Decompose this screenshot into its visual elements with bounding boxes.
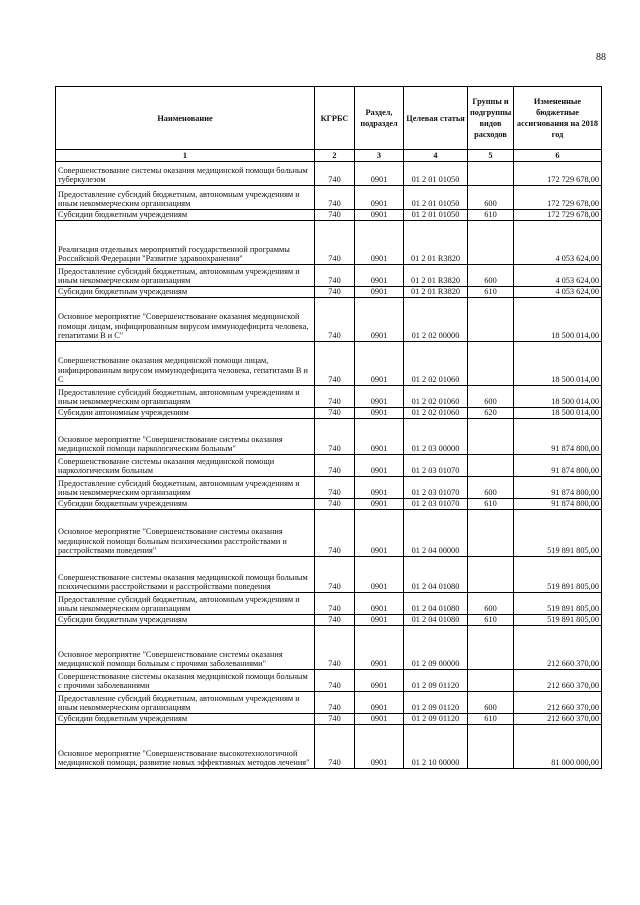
row-name: Предоставление субсидий бюджетным, автономным учреждениям и иным некоммерческим организациям bbox=[56, 386, 315, 408]
table-row bbox=[56, 510, 602, 557]
column-number: 1 bbox=[56, 150, 315, 162]
row-amount: 18 500 014,00 bbox=[514, 386, 602, 408]
row-target-article: 01 2 03 01070 bbox=[404, 499, 468, 510]
row-expense-group: 620 bbox=[468, 408, 514, 419]
row-amount: 18 500 014,00 bbox=[514, 298, 602, 342]
row-name: Совершенствование системы оказания медицинской помощи больным психическими расстройствами и расстройствами поведения bbox=[56, 557, 315, 593]
row-name: Субсидии бюджетным учреждениям bbox=[56, 714, 315, 725]
row-section: 0901 bbox=[355, 557, 404, 593]
row-target-article: 01 2 02 01060 bbox=[404, 408, 468, 419]
column-header-group: Группы и подгруппы видов расходов bbox=[468, 87, 514, 150]
row-section: 0901 bbox=[355, 692, 404, 714]
table-row bbox=[56, 386, 602, 408]
row-target-article: 01 2 09 01120 bbox=[404, 670, 468, 692]
table-row bbox=[56, 477, 602, 499]
row-name: Предоставление субсидий бюджетным, автономным учреждениям и иным некоммерческим организациям bbox=[56, 692, 315, 714]
row-expense-group bbox=[468, 342, 514, 386]
row-kgrbs: 740 bbox=[315, 210, 355, 221]
row-expense-group bbox=[468, 725, 514, 769]
row-expense-group bbox=[468, 455, 514, 477]
row-target-article: 01 2 03 00000 bbox=[404, 419, 468, 455]
row-expense-group: 610 bbox=[468, 499, 514, 510]
row-kgrbs: 740 bbox=[315, 419, 355, 455]
row-expense-group bbox=[468, 162, 514, 186]
column-number: 2 bbox=[315, 150, 355, 162]
row-name: Субсидии автономным учреждениям bbox=[56, 408, 315, 419]
row-target-article: 01 2 04 01080 bbox=[404, 615, 468, 626]
row-target-article: 01 2 01 R3820 bbox=[404, 287, 468, 298]
row-section: 0901 bbox=[355, 593, 404, 615]
row-target-article: 01 2 02 01060 bbox=[404, 342, 468, 386]
row-expense-group bbox=[468, 626, 514, 670]
table-row bbox=[56, 499, 602, 510]
row-expense-group: 610 bbox=[468, 615, 514, 626]
column-header-section: Раздел, подраздел bbox=[355, 87, 404, 150]
row-expense-group bbox=[468, 419, 514, 455]
row-name: Основное мероприятие "Совершенствование высокотехнологичной медицинской помощи, развитие новых эффективных методов лечения" bbox=[56, 725, 315, 769]
column-header-amount: Измененные бюджетные ассигнования на 2018 год bbox=[514, 87, 602, 150]
row-section: 0901 bbox=[355, 298, 404, 342]
table-row bbox=[56, 419, 602, 455]
row-section: 0901 bbox=[355, 725, 404, 769]
row-section: 0901 bbox=[355, 265, 404, 287]
row-amount: 519 891 805,00 bbox=[514, 557, 602, 593]
table-row bbox=[56, 162, 602, 186]
row-amount: 91 874 800,00 bbox=[514, 477, 602, 499]
row-name: Реализация отдельных мероприятий государственной программы Российской Федерации "Развитие здравоохранения" bbox=[56, 221, 315, 265]
table-row bbox=[56, 287, 602, 298]
row-kgrbs: 740 bbox=[315, 298, 355, 342]
row-amount: 18 500 014,00 bbox=[514, 342, 602, 386]
row-expense-group: 600 bbox=[468, 593, 514, 615]
row-expense-group bbox=[468, 298, 514, 342]
row-amount: 172 729 678,00 bbox=[514, 186, 602, 210]
row-name: Основное мероприятие "Совершенствование системы оказания медицинской помощи наркологическим больным" bbox=[56, 419, 315, 455]
row-section: 0901 bbox=[355, 221, 404, 265]
row-amount: 4 053 624,00 bbox=[514, 221, 602, 265]
row-name: Совершенствование системы оказания медицинской помощи больным туберкулезом bbox=[56, 162, 315, 186]
row-kgrbs: 740 bbox=[315, 186, 355, 210]
row-kgrbs: 740 bbox=[315, 670, 355, 692]
row-name: Субсидии бюджетным учреждениям bbox=[56, 210, 315, 221]
table-row bbox=[56, 670, 602, 692]
table-row bbox=[56, 557, 602, 593]
row-amount: 212 660 370,00 bbox=[514, 626, 602, 670]
table-row bbox=[56, 408, 602, 419]
row-expense-group bbox=[468, 510, 514, 557]
row-section: 0901 bbox=[355, 386, 404, 408]
row-amount: 4 053 624,00 bbox=[514, 287, 602, 298]
row-kgrbs: 740 bbox=[315, 408, 355, 419]
table-row bbox=[56, 455, 602, 477]
table-row bbox=[56, 692, 602, 714]
column-header-name: Наименование bbox=[56, 87, 315, 150]
row-expense-group: 600 bbox=[468, 265, 514, 287]
row-amount: 172 729 678,00 bbox=[514, 162, 602, 186]
row-section: 0901 bbox=[355, 342, 404, 386]
column-number: 3 bbox=[355, 150, 404, 162]
row-section: 0901 bbox=[355, 477, 404, 499]
row-amount: 81 000 000,00 bbox=[514, 725, 602, 769]
row-target-article: 01 2 04 00000 bbox=[404, 510, 468, 557]
row-section: 0901 bbox=[355, 510, 404, 557]
row-kgrbs: 740 bbox=[315, 342, 355, 386]
row-amount: 519 891 805,00 bbox=[514, 615, 602, 626]
table-row bbox=[56, 210, 602, 221]
row-expense-group bbox=[468, 221, 514, 265]
column-number: 5 bbox=[468, 150, 514, 162]
table-row bbox=[56, 615, 602, 626]
row-expense-group: 610 bbox=[468, 287, 514, 298]
row-kgrbs: 740 bbox=[315, 287, 355, 298]
row-expense-group: 600 bbox=[468, 186, 514, 210]
table-body bbox=[56, 162, 602, 769]
row-kgrbs: 740 bbox=[315, 162, 355, 186]
row-expense-group: 610 bbox=[468, 714, 514, 725]
row-target-article: 01 2 01 01050 bbox=[404, 210, 468, 221]
row-target-article: 01 2 03 01070 bbox=[404, 477, 468, 499]
row-amount: 519 891 805,00 bbox=[514, 593, 602, 615]
row-target-article: 01 2 09 01120 bbox=[404, 714, 468, 725]
row-kgrbs: 740 bbox=[315, 499, 355, 510]
table-row bbox=[56, 342, 602, 386]
row-section: 0901 bbox=[355, 499, 404, 510]
row-name: Субсидии бюджетным учреждениям bbox=[56, 287, 315, 298]
row-name: Основное мероприятие "Совершенствование системы оказания медицинской помощи больным психическими расстройствами и расстройствами поведения" bbox=[56, 510, 315, 557]
row-kgrbs: 740 bbox=[315, 557, 355, 593]
row-section: 0901 bbox=[355, 419, 404, 455]
row-name: Основное мероприятие "Совершенствование системы оказания медицинской помощи больным с прочими заболеваниями" bbox=[56, 626, 315, 670]
row-kgrbs: 740 bbox=[315, 510, 355, 557]
row-kgrbs: 740 bbox=[315, 386, 355, 408]
row-target-article: 01 2 01 R3820 bbox=[404, 221, 468, 265]
row-name: Предоставление субсидий бюджетным, автономным учреждениям и иным некоммерческим организациям bbox=[56, 593, 315, 615]
row-amount: 91 874 800,00 bbox=[514, 419, 602, 455]
row-expense-group: 610 bbox=[468, 210, 514, 221]
row-amount: 212 660 370,00 bbox=[514, 714, 602, 725]
row-section: 0901 bbox=[355, 287, 404, 298]
table-row bbox=[56, 186, 602, 210]
table-row bbox=[56, 725, 602, 769]
row-name: Основное мероприятие "Совершенствование оказания медицинской помощи лицам, инфицированным вирусом иммунодефицита человека, гепатитами В и С" bbox=[56, 298, 315, 342]
row-section: 0901 bbox=[355, 162, 404, 186]
row-target-article: 01 2 01 01050 bbox=[404, 186, 468, 210]
row-section: 0901 bbox=[355, 408, 404, 419]
row-amount: 172 729 678,00 bbox=[514, 210, 602, 221]
row-expense-group bbox=[468, 557, 514, 593]
row-section: 0901 bbox=[355, 186, 404, 210]
row-section: 0901 bbox=[355, 626, 404, 670]
page-number: 88 bbox=[596, 52, 606, 63]
row-amount: 519 891 805,00 bbox=[514, 510, 602, 557]
row-name: Предоставление субсидий бюджетным, автономным учреждениям и иным некоммерческим организациям bbox=[56, 477, 315, 499]
column-number: 4 bbox=[404, 150, 468, 162]
row-amount: 18 500 014,00 bbox=[514, 408, 602, 419]
row-amount: 212 660 370,00 bbox=[514, 692, 602, 714]
table-row bbox=[56, 626, 602, 670]
row-section: 0901 bbox=[355, 714, 404, 725]
row-expense-group: 600 bbox=[468, 477, 514, 499]
table-row bbox=[56, 221, 602, 265]
table-row bbox=[56, 298, 602, 342]
table-row bbox=[56, 265, 602, 287]
row-name: Предоставление субсидий бюджетным, автономным учреждениям и иным некоммерческим организациям bbox=[56, 186, 315, 210]
table-row bbox=[56, 593, 602, 615]
row-amount: 91 874 800,00 bbox=[514, 455, 602, 477]
row-target-article: 01 2 03 01070 bbox=[404, 455, 468, 477]
row-kgrbs: 740 bbox=[315, 615, 355, 626]
row-expense-group bbox=[468, 670, 514, 692]
row-target-article: 01 2 09 00000 bbox=[404, 626, 468, 670]
row-section: 0901 bbox=[355, 670, 404, 692]
row-kgrbs: 740 bbox=[315, 714, 355, 725]
row-name: Субсидии бюджетным учреждениям bbox=[56, 615, 315, 626]
column-number-row bbox=[56, 150, 602, 162]
row-name: Совершенствование системы оказания медицинской помощи наркологическим больным bbox=[56, 455, 315, 477]
table-row bbox=[56, 714, 602, 725]
row-target-article: 01 2 10 00000 bbox=[404, 725, 468, 769]
row-target-article: 01 2 01 R3820 bbox=[404, 265, 468, 287]
row-kgrbs: 740 bbox=[315, 477, 355, 499]
row-expense-group: 600 bbox=[468, 386, 514, 408]
row-target-article: 01 2 04 01080 bbox=[404, 593, 468, 615]
row-name: Субсидии бюджетным учреждениям bbox=[56, 499, 315, 510]
row-section: 0901 bbox=[355, 615, 404, 626]
row-target-article: 01 2 09 01120 bbox=[404, 692, 468, 714]
row-target-article: 01 2 01 01050 bbox=[404, 162, 468, 186]
table-header-row bbox=[56, 87, 602, 150]
row-name: Предоставление субсидий бюджетным, автономным учреждениям и иным некоммерческим организациям bbox=[56, 265, 315, 287]
row-expense-group: 600 bbox=[468, 692, 514, 714]
row-target-article: 01 2 04 01080 bbox=[404, 557, 468, 593]
row-amount: 4 053 624,00 bbox=[514, 265, 602, 287]
row-kgrbs: 740 bbox=[315, 455, 355, 477]
column-header-kgrbs: КГРБС bbox=[315, 87, 355, 150]
row-amount: 212 660 370,00 bbox=[514, 670, 602, 692]
column-header-target: Целевая статья bbox=[404, 87, 468, 150]
row-kgrbs: 740 bbox=[315, 265, 355, 287]
column-number: 6 bbox=[514, 150, 602, 162]
row-amount: 91 874 800,00 bbox=[514, 499, 602, 510]
row-kgrbs: 740 bbox=[315, 626, 355, 670]
row-kgrbs: 740 bbox=[315, 725, 355, 769]
row-section: 0901 bbox=[355, 210, 404, 221]
row-kgrbs: 740 bbox=[315, 221, 355, 265]
row-target-article: 01 2 02 01060 bbox=[404, 386, 468, 408]
budget-table bbox=[55, 86, 602, 769]
row-kgrbs: 740 bbox=[315, 593, 355, 615]
row-target-article: 01 2 02 00000 bbox=[404, 298, 468, 342]
row-section: 0901 bbox=[355, 455, 404, 477]
row-name: Совершенствование системы оказания медицинской помощи больным с прочими заболеваниями bbox=[56, 670, 315, 692]
row-kgrbs: 740 bbox=[315, 692, 355, 714]
row-name: Совершенствование оказания медицинской помощи лицам, инфицированным вирусом иммунодефицита человека, гепатитами В и С bbox=[56, 342, 315, 386]
